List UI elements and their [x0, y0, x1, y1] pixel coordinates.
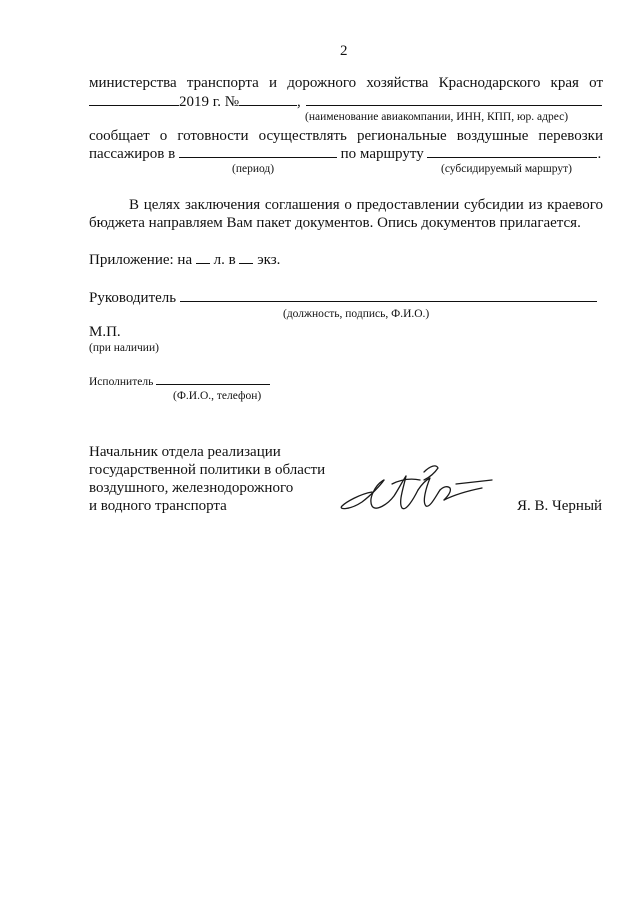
handwritten-signature [332, 462, 502, 522]
airline-hint: (наименование авиакомпании, ИНН, КПП, юр. адрес) [305, 111, 569, 123]
executor-line [89, 373, 270, 389]
signatory-title-line-4: и водного транспорта [89, 498, 227, 514]
sheets-blank [196, 249, 210, 264]
attachment-line [89, 249, 280, 269]
executor-blank [156, 373, 270, 385]
airline-blank [306, 105, 602, 106]
period-blank [179, 143, 337, 158]
readiness-line: сообщает о готовности осуществлять региональные воздушные перевозки [89, 128, 603, 144]
paragraph-2-line-1: В целях заключения соглашения о предоставлении субсидии из краевого [129, 197, 603, 213]
paragraph-2-line-2: бюджета направляем Вам пакет документов. Опись документов прилагается. [89, 215, 581, 231]
sheets-label: л. в [213, 252, 236, 268]
executor-hint: (Ф.И.О., телефон) [173, 390, 262, 402]
executor-label: Исполнитель [89, 376, 154, 388]
copies-label: экз. [257, 252, 281, 268]
head-hint: (должность, подпись, Ф.И.О.) [283, 308, 430, 320]
address-line-1: министерства транспорта и дорожного хозяйства Краснодарского края от [89, 75, 603, 91]
stamp-label: М.П. [89, 324, 121, 340]
route-blank [427, 143, 597, 158]
date-blank [89, 91, 179, 106]
copies-blank [239, 249, 253, 264]
route-hint: (субсидируемый маршрут) [441, 163, 572, 175]
signatory-title-line-2: государственной политики в области [89, 462, 326, 478]
signatory-name: Я. В. Черный [517, 498, 603, 514]
attachment-label: Приложение: на [89, 252, 193, 268]
number-blank [239, 91, 297, 106]
address-line-2 [89, 91, 301, 111]
signatory-title-line-3: воздушного, железнодорожного [89, 480, 294, 496]
head-blank [180, 287, 597, 302]
signatory-title-line-1: Начальник отдела реализации [89, 444, 281, 460]
head-line [89, 287, 597, 307]
period-hint: (период) [232, 163, 275, 175]
stamp-hint: (при наличии) [89, 342, 159, 354]
period-route-line [89, 143, 601, 163]
period-end: . [597, 146, 602, 162]
year-number-label: 2019 г. № [179, 94, 240, 110]
route-label: по маршруту [340, 146, 424, 162]
comma: , [297, 94, 301, 110]
page-number: 2 [340, 43, 348, 59]
head-label: Руководитель [89, 290, 177, 306]
passengers-label: пассажиров в [89, 146, 176, 162]
